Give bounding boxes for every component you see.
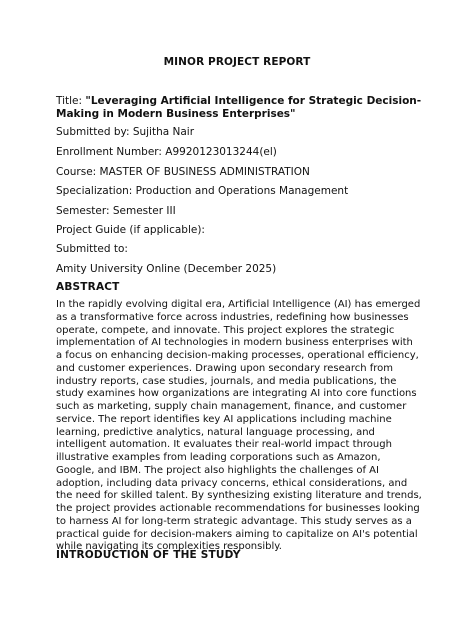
course: Course: MASTER OF BUSINESS ADMINISTRATION (56, 166, 310, 178)
abstract-body: In the rapidly evolving digital era, Artificial Intelligence (AI) has emerged as a transformative force across industries, redefining how businesses operate, compete, and innovate. This project explores the strategic implementation of AI technologies in modern business enterprises with a focus on enhancing decision-making processes, operational efficiency, and customer experiences. Drawing upon secondary research from industry reports, case studies, journals, and media publications, the study examines how organizations are integrating AI into core functions such as marketing, supply chain management, finance, and customer service. The report identifies key AI applications including machine learning, predictive analytics, natural language processing, and intelligent automation. It evaluates their real-world impact through illustrative examples from leading corporations such as Amazon, Google, and IBM. The project also highlights the challenges of AI adoption, including data privacy concerns, ethical considerations, and the need for skilled talent. By synthesizing existing literature and trends, the project provides actionable recommendations for businesses looking to harness AI for long-term strategic advantage. This study serves as a practical guide for decision-makers aiming to capitalize on AI's potential while navigating its complexities responsibly. (56, 299, 422, 553)
abstract-heading: ABSTRACT (56, 281, 120, 293)
title-label: Title: (56, 95, 86, 107)
enrollment-number: Enrollment Number: A9920123013244(el) (56, 146, 277, 158)
institution: Amity University Online (December 2025) (56, 263, 277, 275)
submitted-to: Submitted to: (56, 243, 128, 255)
specialization: Specialization: Production and Operations Management (56, 185, 349, 197)
introduction-heading: INTRODUCTION OF THE STUDY (56, 549, 241, 561)
report-heading: MINOR PROJECT REPORT (163, 56, 311, 68)
project-title (56, 95, 426, 121)
title-text: "Leveraging Artificial Intelligence for Strategic Decision-Making in Modern Business Enterprises" (56, 95, 422, 120)
project-guide: Project Guide (if applicable): (56, 224, 205, 236)
submitted-by: Submitted by: Sujitha Nair (56, 126, 195, 138)
semester: Semester: Semester III (56, 205, 176, 217)
